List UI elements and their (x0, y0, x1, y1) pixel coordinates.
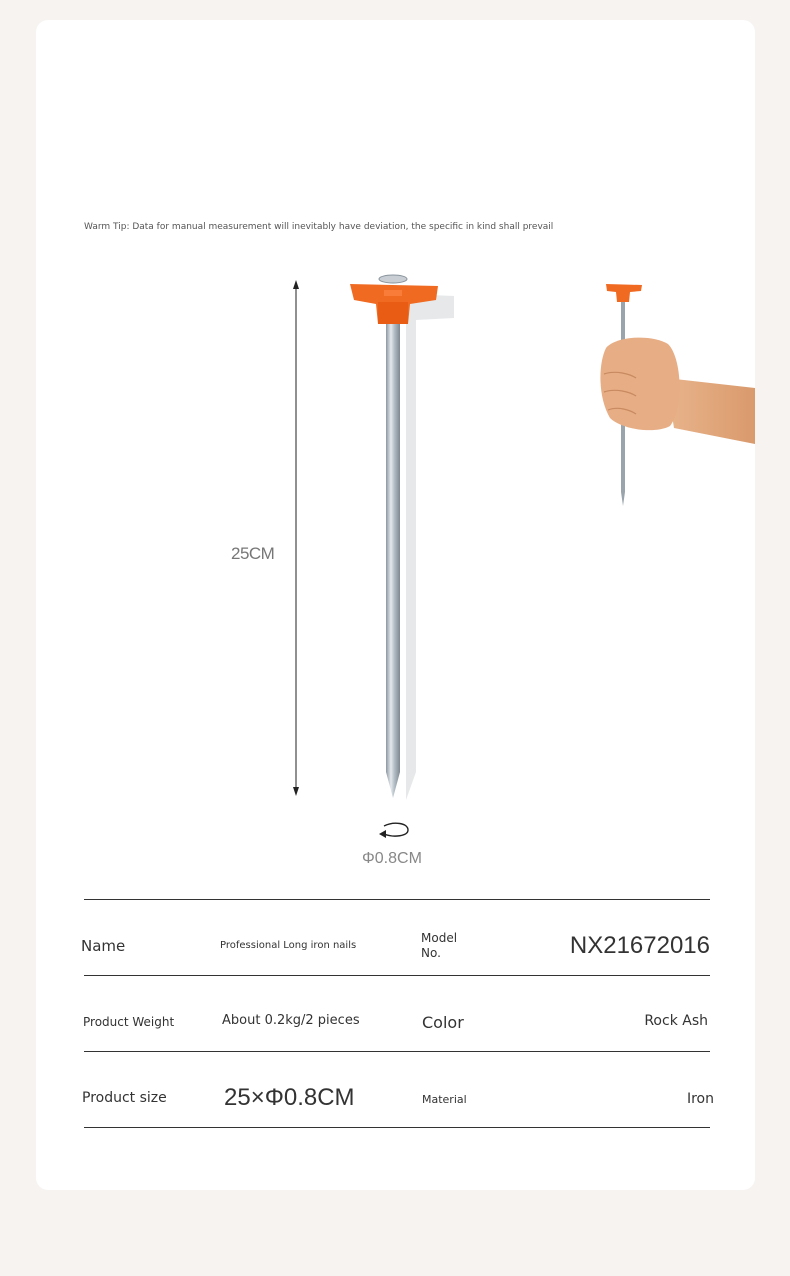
hand-holding-nail-image (596, 278, 755, 510)
name-value: Professional Long iron nails (220, 940, 357, 951)
material-label: Material (422, 1093, 467, 1106)
nail-product-image (344, 272, 460, 804)
color-value: Rock Ash (644, 1013, 708, 1029)
warm-tip-text: Warm Tip: Data for manual measurement will inevitably have deviation, the specific in kind shall prevail (84, 222, 554, 232)
material-value: Iron (686, 1091, 714, 1107)
model-label: Model (421, 931, 458, 945)
color-label: Color (422, 1013, 464, 1032)
rotate-arrow-icon (376, 820, 412, 840)
model-label-line2: No. (421, 946, 441, 960)
spec-divider (84, 1051, 710, 1052)
model-value: NX21672016 (569, 932, 710, 959)
size-label: Product size (82, 1090, 167, 1106)
spec-divider (84, 975, 710, 976)
vertical-double-arrow-icon (289, 280, 303, 796)
weight-label: Product Weight (83, 1015, 175, 1029)
size-value: 25×Φ0.8CM (224, 1084, 355, 1111)
spec-divider (84, 1127, 710, 1128)
spec-divider (84, 899, 710, 900)
weight-value: About 0.2kg/2 pieces (222, 1013, 360, 1028)
diameter-label: Φ0.8CM (362, 850, 422, 867)
name-label: Name (81, 937, 126, 955)
length-label: 25CM (231, 544, 275, 563)
